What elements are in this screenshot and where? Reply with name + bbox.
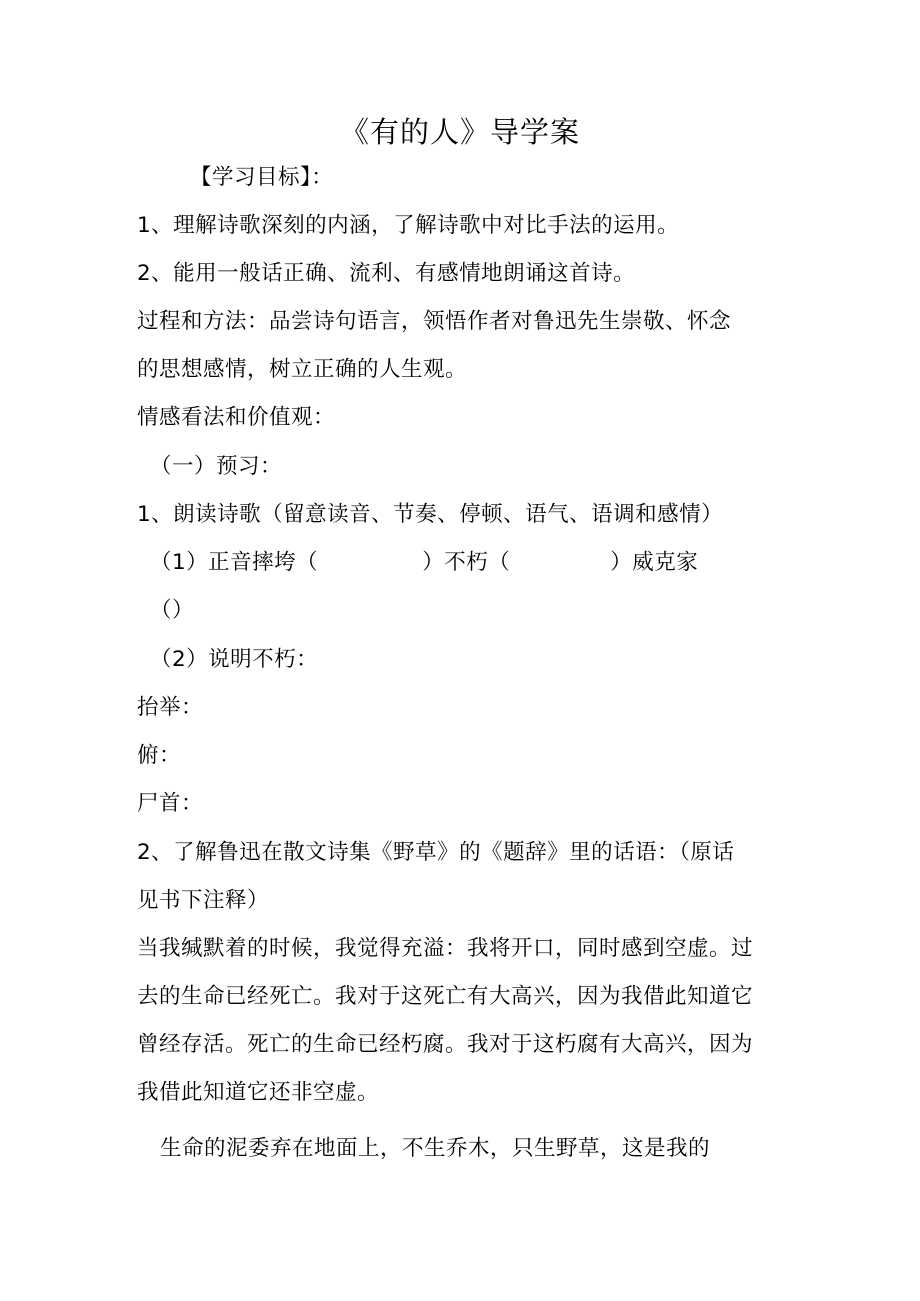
term-1: 抬举： [137,695,204,720]
pron-part-c: ）威克家 [610,550,699,575]
process-line-1: 过程和方法：品尝诗句语言，领悟作者对鲁迅先生崇敬、怀念 [137,309,732,334]
objectives-heading: 【学习目标】： [190,165,334,190]
task2-line-2: 见书下注释） [137,888,270,913]
term-2: 俯： [137,743,182,768]
goal-1: 1、理解诗歌深刻的内涵，了解诗歌中对比手法的运用。 [137,213,680,238]
quote-line-2: 去的生命已经死亡。我对于这死亡有大高兴，因为我借此知道它 [137,984,754,1009]
pron-part-a: （1）正音摔垮（ [150,550,319,575]
quote-line-1: 当我缄默着的时候，我觉得充溢：我将开口，同时感到空虚。过 [137,936,754,961]
pron-part-d: （） [150,598,195,623]
emotion-heading: 情感看法和价值观： [137,405,336,430]
pronunciation-row [150,548,698,578]
process-line-2: 的思想感情，树立正确的人生观。 [137,357,468,382]
quote-line-3: 曾经存活。死亡的生命已经朽腐。我对于这朽腐有大高兴，因为 [137,1032,754,1057]
goal-2: 2、能用一般话正确、流利、有感情地朗诵这首诗。 [137,261,636,286]
quote-line-5: 生命的泥委弃在地面上，不生乔木，只生野草，这是我的 [160,1136,711,1161]
read-task: 1、朗读诗歌（留意读音、节奏、停顿、语气、语调和感情） [137,502,724,527]
task2-line-1: 2、了解鲁迅在散文诗集《野草》的《题辞》里的话语：（原话 [137,840,735,865]
explain-heading: （2）说明不朽： [150,647,319,672]
document-title: 《有的人》导学案 [339,115,580,149]
quote-line-4: 我借此知道它还非空虚。 [137,1080,380,1105]
term-3: 尸首： [137,791,204,816]
pron-part-b: ）不朽（ [422,550,511,575]
preview-heading: （一）预习： [150,454,283,479]
